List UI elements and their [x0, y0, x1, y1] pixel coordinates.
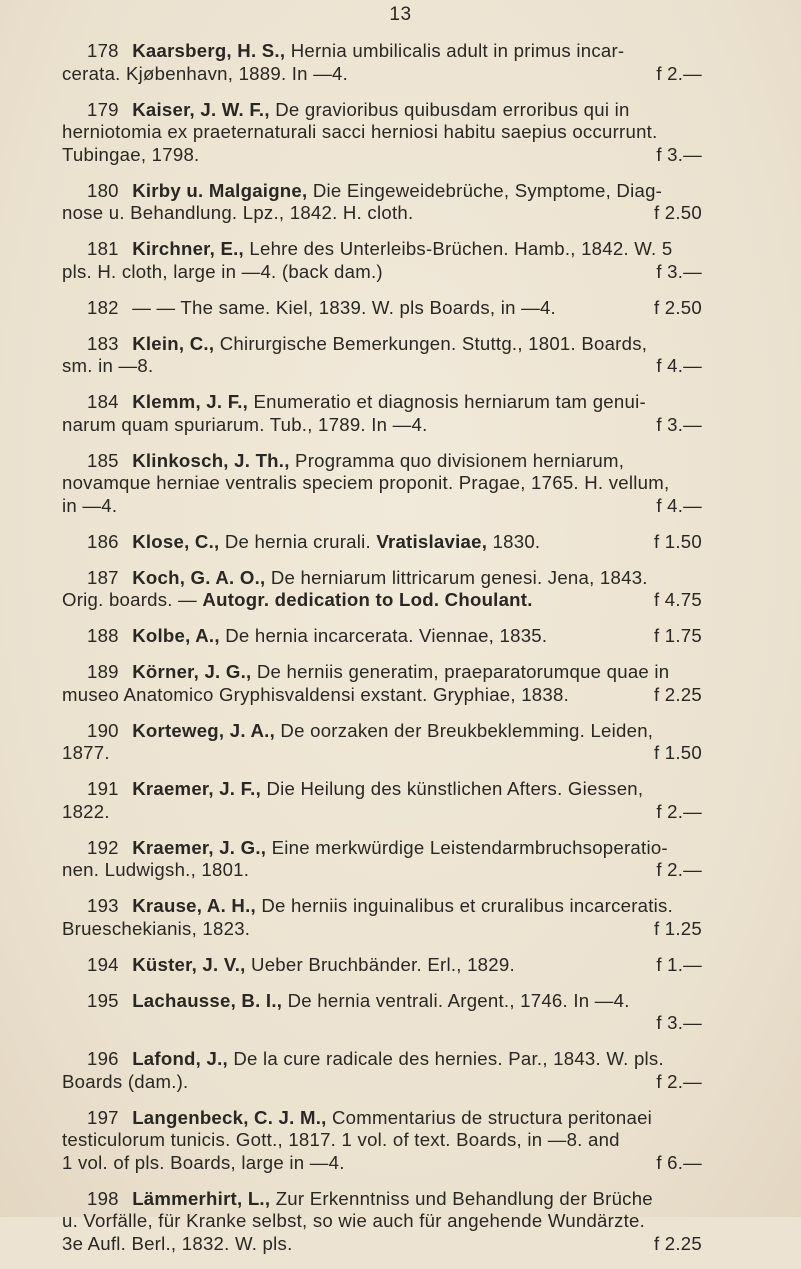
entry-price: f 1.25 [653, 917, 702, 939]
entry-number: 187 [87, 566, 119, 588]
entry-number: 189 [87, 661, 119, 682]
entry-text: Lehre des Unterleibs-Brüchen. Hamb., 1842. W. 5 [249, 238, 673, 259]
entry-text: Eine merkwürdige Leistendarmbruchsoperatio- [271, 836, 668, 858]
entry-number: 182 [87, 296, 119, 318]
entry-price: f 6.— [656, 1151, 702, 1173]
entry-author: Klein, C., [132, 332, 215, 354]
entry-text: in —4. [62, 494, 118, 516]
entry-text: De la cure radicale des hernies. Par., 1843. W. pls. [233, 1048, 664, 1069]
list-item [62, 333, 702, 378]
entry-author: Kirchner, E., [132, 238, 244, 259]
entry-price: f 2.50 [653, 296, 702, 318]
list-item [62, 1107, 702, 1175]
entry-number: 186 [87, 530, 119, 552]
entry-number: 183 [87, 332, 119, 354]
entry-text: Tubingae, 1798. [62, 143, 200, 165]
entry-number: 198 [87, 1187, 119, 1209]
entry-number: 197 [87, 1106, 119, 1128]
entry-author: Kaiser, J. W. F., [132, 98, 270, 120]
entry-number: 178 [87, 40, 119, 61]
entry-text: 3e Aufl. Berl., 1832. W. pls. [62, 1232, 293, 1254]
list-item [62, 1188, 702, 1256]
entry-price: f 3.— [656, 413, 702, 435]
list-item [62, 837, 702, 882]
entry-text: museo Anatomico Gryphisvaldensi exstant. Gryphiae, 1838. [62, 683, 569, 705]
entry-price: f 2.25 [653, 1232, 702, 1254]
entry-author: Klinkosch, J. Th., [132, 449, 290, 471]
entry-author: Küster, J. V., [132, 953, 246, 975]
list-item [62, 625, 702, 648]
entry-bold-text: Vratislaviae, [376, 530, 488, 552]
entry-price: f 1.75 [653, 625, 702, 646]
list-item [62, 180, 702, 225]
entry-author: Klose, C., [132, 530, 220, 552]
entry-price: f 4.— [656, 494, 702, 516]
entry-author: Kraemer, J. G., [132, 836, 267, 858]
entry-price: f 2.25 [653, 683, 702, 705]
entry-text: 1877. [62, 742, 110, 763]
entry-text: — — The same. Kiel, 1839. W. pls Boards, in —4. [132, 296, 556, 318]
entry-number: 195 [87, 989, 119, 1011]
list-item [62, 1048, 702, 1093]
entry-text: Orig. boards. — [62, 589, 197, 610]
entry-price: f 2.— [656, 1070, 702, 1092]
list-item [62, 895, 702, 940]
entry-text: Ueber Bruchbänder. Erl., 1829. [251, 953, 515, 975]
entry-number: 180 [87, 179, 119, 201]
entry-text: cerata. Kjøbenhavn, 1889. In —4. [62, 62, 349, 84]
entry-price: f 2.— [656, 800, 702, 822]
list-item [62, 720, 702, 765]
entry-list [62, 40, 702, 1269]
entry-text: De hernia crurali. [224, 530, 371, 552]
entry-text: De hernia incarcerata. Viennae, 1835. [225, 625, 548, 646]
entry-number: 184 [87, 391, 119, 412]
entry-number: 190 [87, 719, 119, 741]
entry-number: 179 [87, 98, 119, 120]
list-item [62, 450, 702, 518]
entry-price: f 4.— [656, 355, 702, 376]
list-item [62, 954, 702, 977]
entry-author: Kraemer, J. F., [132, 778, 262, 799]
entry-text: novamque herniae ventralis speciem proponit. Pragae, 1765. H. vellum, [62, 472, 670, 493]
entry-number: 191 [87, 778, 119, 799]
entry-bold-text: Autogr. dedication to Lod. Choulant. [202, 589, 533, 610]
entry-text: nose u. Behandlung. Lpz., 1842. H. cloth. [62, 202, 414, 223]
entry-text: Zur Erkenntniss und Behandlung der Brüche [275, 1187, 653, 1209]
entry-price: f 2.— [656, 62, 702, 84]
entry-author: Lafond, J., [132, 1048, 228, 1069]
entry-number: 192 [87, 836, 119, 858]
entry-number: 185 [87, 449, 119, 471]
entry-author: Korteweg, J. A., [132, 719, 275, 741]
entry-price: f 2.— [656, 859, 702, 880]
entry-number: 194 [87, 953, 119, 975]
entry-text: Enumeratio et diagnosis herniarum tam genui- [253, 391, 646, 412]
entry-text: Boards (dam.). [62, 1070, 189, 1092]
entry-text: testiculorum tunicis. Gott., 1817. 1 vol. of text. Boards, in —8. and [62, 1129, 620, 1150]
list-item [62, 238, 702, 283]
list-item [62, 778, 702, 823]
entry-text: 1 vol. of pls. Boards, large in —4. [62, 1151, 345, 1173]
entry-text: pls. H. cloth, large in —4. (back dam.) [62, 260, 383, 282]
entry-price: f 1.50 [653, 530, 702, 552]
entry-author: Kaarsberg, H. S., [132, 40, 286, 61]
entry-text: Brueschekianis, 1823. [62, 917, 251, 939]
entry-text: narum quam spuriarum. Tub., 1789. In —4. [62, 413, 428, 435]
entry-text: Programma quo divisionem herniarum, [295, 449, 625, 471]
entry-text: Hernia umbilicalis adult in primus incar- [290, 40, 625, 61]
entry-price: f 3.— [656, 143, 702, 165]
entry-text: Commentarius de structura peritonaei [331, 1106, 653, 1128]
entry-text: De herniis inguinalibus et cruralibus incarceratis. [261, 895, 674, 916]
entry-text: De gravioribus quibusdam erroribus qui in [275, 98, 630, 120]
list-item [62, 567, 702, 612]
entry-number: 181 [87, 238, 119, 259]
entry-author: Koch, G. A. O., [132, 566, 266, 588]
entry-author: Lachausse, B. I., [132, 989, 283, 1011]
list-item [62, 391, 702, 436]
list-item [62, 990, 702, 1035]
list-item [62, 99, 702, 167]
entry-author: Kirby u. Malgaigne, [132, 179, 308, 201]
entry-text: Die Heilung des künstlichen Afters. Giessen, [266, 778, 644, 799]
list-item [62, 661, 702, 706]
entry-author: Krause, A. H., [132, 895, 256, 916]
list-item [62, 531, 702, 554]
entry-number: 188 [87, 625, 119, 646]
entry-text: De herniis generatim, praeparatorumque quae in [256, 661, 670, 682]
entry-author: Körner, J. G., [132, 661, 252, 682]
entry-author: Lämmerhirt, L., [132, 1187, 271, 1209]
list-item [62, 297, 702, 320]
entry-price: f 3.— [656, 260, 702, 282]
page-number: 13 [389, 4, 412, 25]
entry-price: f 2.50 [653, 202, 702, 223]
entry-text: herniotomia ex praeternaturali sacci herniosi habitu saepius occurrunt. [62, 121, 658, 142]
entry-price: f 3.— [656, 1012, 702, 1033]
entry-number: 193 [87, 895, 119, 916]
entry-author: Langenbeck, C. J. M., [132, 1106, 327, 1128]
entry-text: 1822. [62, 800, 110, 822]
entry-author: Kolbe, A., [132, 625, 220, 646]
entry-text: sm. in —8. [62, 355, 154, 376]
entry-text: Chirurgische Bemerkungen. Stuttg., 1801. Boards, [219, 332, 648, 354]
entry-number: 196 [87, 1048, 119, 1069]
entry-text: De hernia ventrali. Argent., 1746. In —4. [287, 989, 630, 1011]
entry-text: u. Vorfälle, für Kranke selbst, so wie auch für angehende Wundärzte. [62, 1210, 646, 1231]
entry-price: f 1.— [656, 953, 702, 975]
entry-author: Klemm, J. F., [132, 391, 249, 412]
entry-text: 1830. [492, 530, 541, 552]
entry-price: f 4.75 [653, 589, 702, 610]
entry-text: De oorzaken der Breukbeklemming. Leiden, [280, 719, 654, 741]
entry-price: f 1.50 [653, 742, 702, 763]
entry-text: nen. Ludwigsh., 1801. [62, 859, 250, 880]
entry-text: Die Eingeweidebrüche, Symptome, Diag- [312, 179, 663, 201]
entry-text: De herniarum littricarum genesi. Jena, 1843. [270, 566, 648, 588]
list-item [62, 40, 702, 85]
